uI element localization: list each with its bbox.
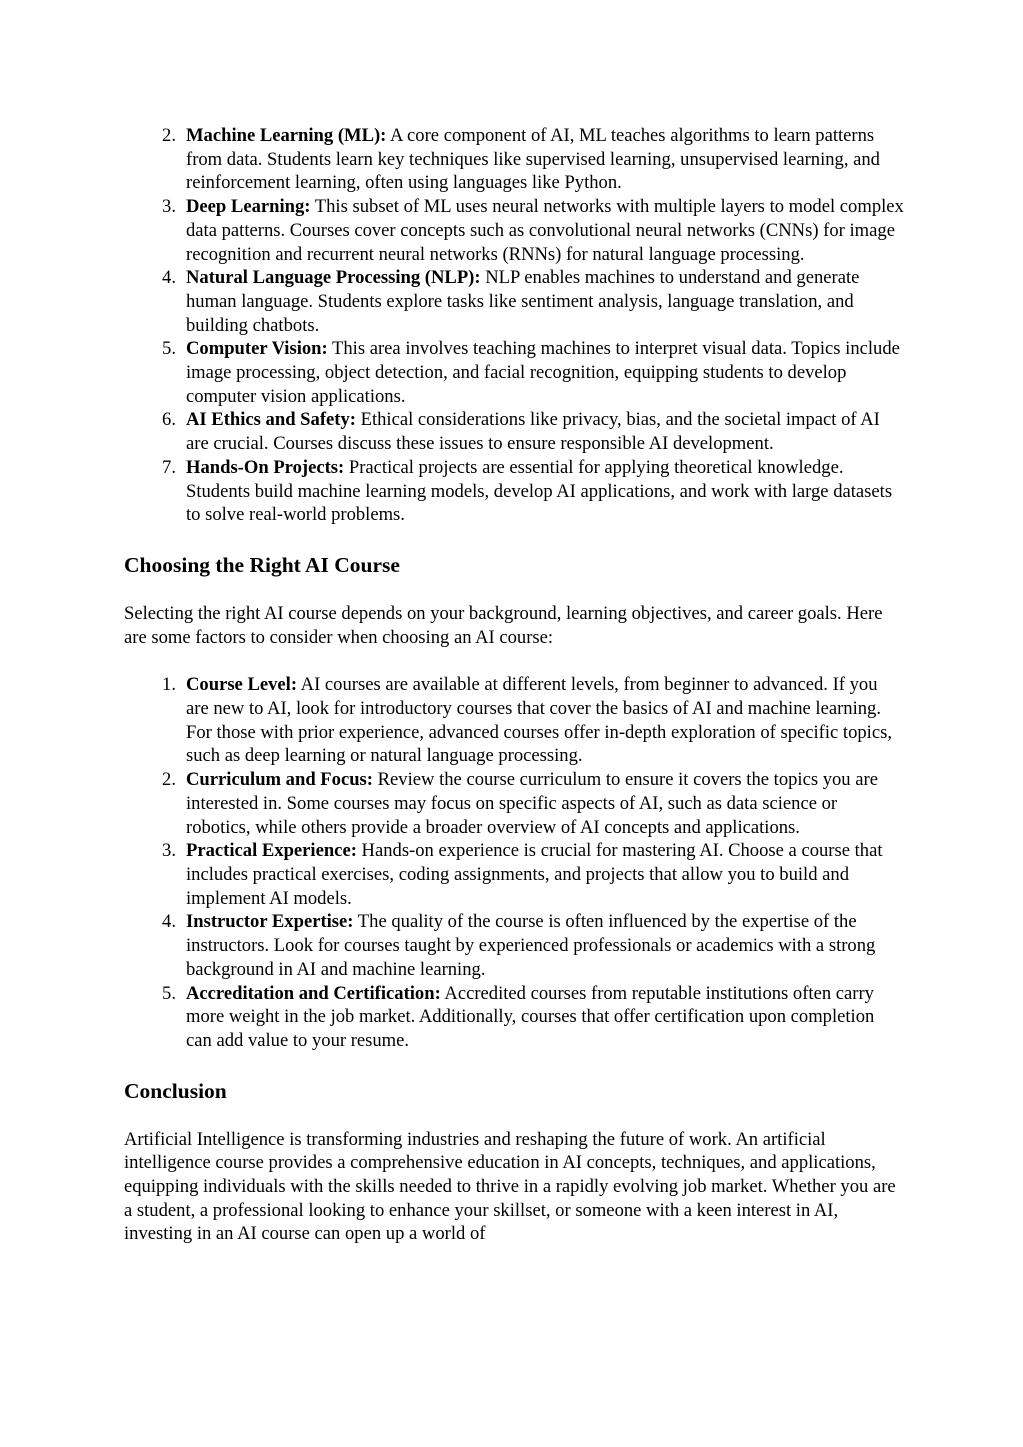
list-item-term: Course Level: [186,674,298,696]
list-item [124,124,904,195]
list-item [124,456,904,527]
list-item [124,768,904,839]
list-item [124,408,904,455]
list-item [124,337,904,408]
list-item-number: 5. [162,338,176,360]
list-item-term: Instructor Expertise: [186,911,354,933]
list-item [124,982,904,1053]
list-item [124,195,904,266]
list-item-term: Hands-On Projects: [186,456,345,478]
section-intro-paragraph: Selecting the right AI course depends on your background, learning objectives, and career goals. Here are some factors to consider when choosing an AI course: [124,602,883,648]
list-item-number: 3. [162,196,176,218]
list-item-text: AI courses are available at different levels, from beginner to advanced. If you are new to AI, look for introductory courses that cover the basics of AI and machine learning. For those with prior experience, advanced courses offer in-depth exploration of specific topics, such as deep learning or natural language processing. [186,674,892,767]
list-item-number: 5. [162,982,176,1004]
list-item-number: 2. [162,125,176,146]
list-item-text: NLP enables machines to understand and generate human language. Students explore tasks like sentiment analysis, language translation, and building chatbots. [186,267,860,336]
list-item-number: 2. [162,769,176,791]
list-item-number: 3. [162,840,176,862]
list-item-text: Hands-on experience is crucial for mastering AI. Choose a course that includes practical exercises, coding assignments, and projects that allow you to build and implement AI models. [186,840,883,909]
list-item-term: Computer Vision: [186,338,328,360]
list-item-text: A core component of AI, ML teaches algorithms to learn patterns from data. Students learn key techniques like supervised learning, unsupervised learning, and reinforcement learning, often using languages like Python. [186,125,880,194]
list-item-term: Natural Language Processing (NLP): [186,267,481,289]
list-item-text: This area involves teaching machines to interpret visual data. Topics include image processing, object detection, and facial recognition, equipping students to develop computer vision applications. [186,338,900,407]
section-heading-conclusion: Conclusion [124,1078,227,1103]
list-item-number: 4. [162,267,176,289]
list-item-term: Accreditation and Certification: [186,982,441,1004]
list-item-term: Machine Learning (ML): [186,125,387,146]
list-item-text: Practical projects are essential for applying theoretical knowledge. Students build machine learning models, develop AI applications, and work with large datasets to solve real-world problems. [186,456,893,526]
list-item-term: Practical Experience: [186,840,357,862]
list-item [124,673,904,768]
list-item-term: Curriculum and Focus: [186,769,373,791]
list-item-number: 7. [162,456,176,478]
conclusion-paragraph: Artificial Intelligence is transforming industries and reshaping the future of work. An artificial intelligence course provides a comprehensive education in AI concepts, techniques, and applications, equipping individuals with the skills needed to thrive in a rapidly evolving job market. Whether you are a student, a professional looking to enhance your skillset, or someone with a keen interest in AI, investing in an AI course can open up a world of [124,1128,896,1245]
list-item [124,910,904,981]
list-item-text: Review the course curriculum to ensure it covers the topics you are interested in. Some courses may focus on specific aspects of AI, such as data science or robotics, while others provide a broader overview of AI concepts and applications. [186,769,878,838]
list-item-text: Accredited courses from reputable institutions often carry more weight in the job market. Additionally, courses that offer certification upon completion can add value to your resume. [186,982,875,1051]
list-item-text: This subset of ML uses neural networks with multiple layers to model complex data patterns. Courses cover concepts such as convolutional neural networks (CNNs) for image recognition and recurrent neural networks (RNNs) for natural language processing. [186,196,904,265]
list-item-number: 6. [162,409,176,431]
document-page [124,124,904,1246]
list-item [124,839,904,910]
list-item-term: Deep Learning: [186,196,311,218]
factors-list [124,673,904,1052]
list-item-number: 1. [162,674,176,696]
list-item-number: 4. [162,911,176,933]
list-item-text: Ethical considerations like privacy, bias, and the societal impact of AI are crucial. Courses discuss these issues to ensure responsible AI development. [186,409,880,455]
topics-list [124,124,904,527]
list-item-term: AI Ethics and Safety: [186,409,356,431]
list-item-text: The quality of the course is often influenced by the expertise of the instructors. Look for courses taught by experienced professionals or academics with a strong background in AI and machine learning. [186,911,876,980]
list-item [124,266,904,337]
section-heading-choosing: Choosing the Right AI Course [124,552,400,577]
